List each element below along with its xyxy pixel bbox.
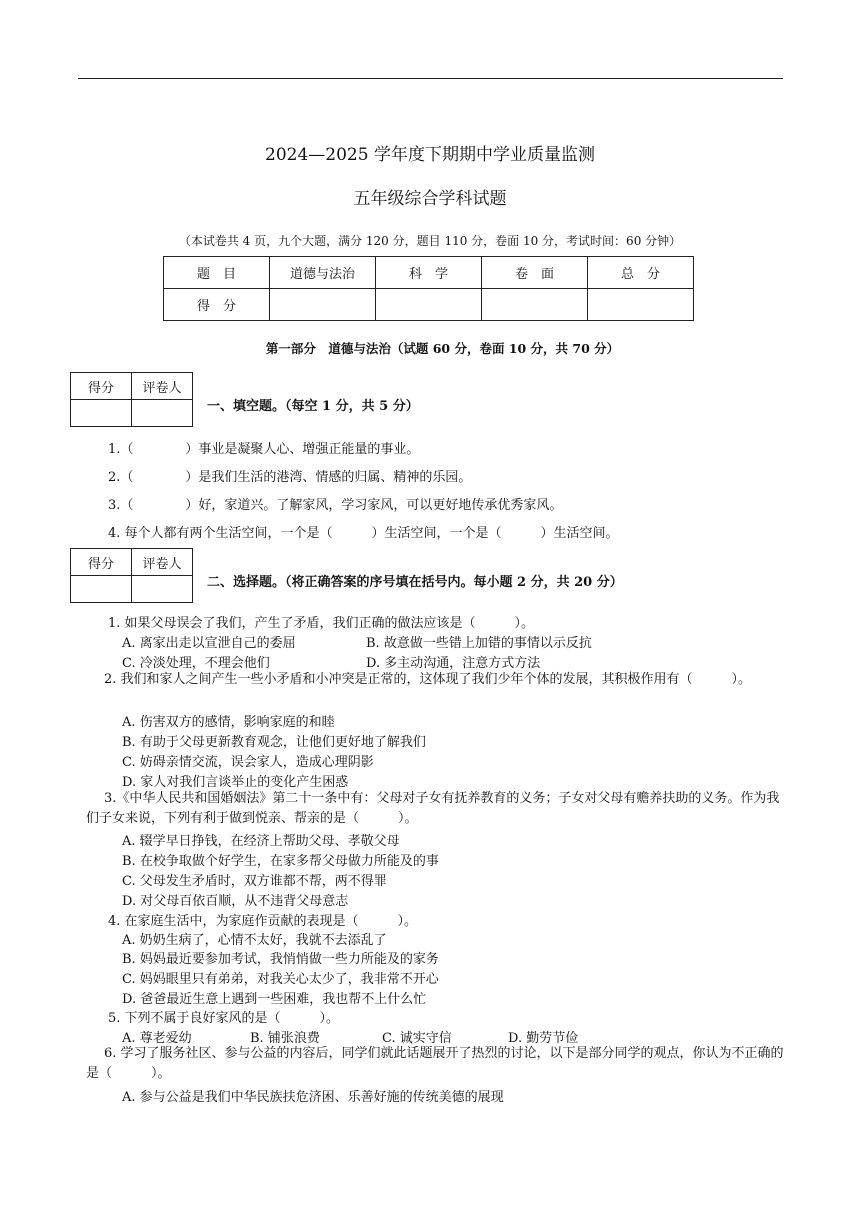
grader-box xyxy=(70,372,193,427)
fill-item: 4. 每个人都有两个生活空间，一个是（ ）生活空间，一个是（ ）生活空间。 xyxy=(108,526,619,541)
question-stem: 2. 我们和家人之间产生一些小矛盾和小冲突是正常的，这体现了我们少年个体的发展，其积极作用有（ ）。 xyxy=(104,672,752,687)
option: D. 爸爸最近生意上遇到一些困难，我也帮不上什么忙 xyxy=(122,992,427,1007)
option: C. 诚实守信 xyxy=(382,1031,452,1046)
fill-item: 2.（ ）是我们生活的港湾、情感的归属、精神的乐园。 xyxy=(108,470,472,485)
option: C. 冷淡处理，不理会他们 xyxy=(122,656,270,671)
question-stem: 6. 学习了服务社区、参与公益的内容后，同学们就此话题展开了热烈的讨论，以下是部分同学的观点，你认为不正确的是（ ）。 xyxy=(86,1046,784,1081)
option: D. 家人对我们言谈举止的变化产生困惑 xyxy=(122,775,349,790)
score-table-cell: 卷 面 xyxy=(482,257,588,289)
option: D. 多主动沟通，注意方式方法 xyxy=(366,656,541,671)
score-table-cell: 得 分 xyxy=(164,289,270,321)
fill-item: 1.（ ）事业是凝聚人心、增强正能量的事业。 xyxy=(108,442,420,457)
question-stem: 1. 如果父母误会了我们，产生了矛盾，我们正确的做法应该是（ ）。 xyxy=(108,616,535,631)
option: D. 对父母百依百顺，从不违背父母意志 xyxy=(122,894,349,909)
exam-title: 2024—2025 学年度下期期中学业质量监测 xyxy=(265,145,595,165)
score-table-cell: 道德与法治 xyxy=(270,257,376,289)
score-table-cell: 科 学 xyxy=(376,257,482,289)
score-table-cell: 题 目 xyxy=(164,257,270,289)
part1-heading: 第一部分 道德与法治（试题 60 分，卷面 10 分，共 70 分） xyxy=(265,341,620,356)
option: A. 参与公益是我们中华民族扶危济困、乐善好施的传统美德的展现 xyxy=(122,1090,504,1105)
score-table-cell-empty[interactable] xyxy=(588,289,694,321)
grader-cell[interactable] xyxy=(132,576,193,603)
grader-label: 评卷人 xyxy=(132,373,193,400)
score-cell[interactable] xyxy=(71,576,132,603)
option: A. 奶奶生病了，心情不太好，我就不去添乱了 xyxy=(122,933,387,948)
score-cell[interactable] xyxy=(71,400,132,427)
score-label: 得分 xyxy=(71,373,132,400)
score-table-header-row xyxy=(164,257,694,289)
grader-cell[interactable] xyxy=(132,400,193,427)
header-rule xyxy=(78,78,783,79)
option: A. 辍学早日挣钱，在经济上帮助父母、孝敬父母 xyxy=(122,834,400,849)
option: C. 父母发生矛盾时，双方谁都不帮，两不得罪 xyxy=(122,874,387,889)
grader-label: 评卷人 xyxy=(132,549,193,576)
score-label: 得分 xyxy=(71,549,132,576)
grader-box xyxy=(70,548,193,603)
question-stem: 5. 下列不属于良好家风的是（ ）。 xyxy=(108,1011,340,1026)
option: B. 妈妈最近要参加考试，我悄悄做一些力所能及的家务 xyxy=(122,952,439,967)
score-table-cell: 总 分 xyxy=(588,257,694,289)
option: B. 故意做一些错上加错的事情以示反抗 xyxy=(366,636,592,651)
option: B. 在校争取做个好学生，在家多帮父母做力所能及的事 xyxy=(122,854,439,869)
fill-item: 3.（ ）好，家道兴。了解家风，学习家风，可以更好地传承优秀家风。 xyxy=(108,498,563,513)
option: C. 妨碍亲情交流，误会家人，造成心理阴影 xyxy=(122,755,374,770)
option: B. 有助于父母更新教育观念，让他们更好地了解我们 xyxy=(122,735,426,750)
score-table-cell-empty[interactable] xyxy=(482,289,588,321)
exam-note: （本试卷共 4 页，九个大题，满分 120 分，题目 110 分，卷面 10 分，考试时间：60 分钟） xyxy=(178,234,682,248)
option: D. 勤劳节俭 xyxy=(508,1031,579,1046)
section1-heading: 一、填空题。（每空 1 分，共 5 分） xyxy=(207,399,419,414)
score-table xyxy=(163,256,694,321)
option: A. 离家出走以宣泄自己的委屈 xyxy=(122,636,296,651)
exam-subtitle: 五年级综合学科试题 xyxy=(353,189,507,209)
section2-heading: 二、选择题。（将正确答案的序号填在括号内。每小题 2 分，共 20 分） xyxy=(207,575,623,590)
option: C. 妈妈眼里只有弟弟，对我关心太少了，我非常不开心 xyxy=(122,972,439,987)
option: A. 伤害双方的感情，影响家庭的和睦 xyxy=(122,715,335,730)
option: A. 尊老爱幼 xyxy=(122,1031,192,1046)
question-stem: 3.《中华人民共和国婚姻法》第二十一条中有：父母对子女有抚养教育的义务；子女对父母有赡养扶助的义务。作为我们子女来说，下列有利于做到悦亲、帮亲的是（ ）。 xyxy=(86,791,780,826)
score-table-cell-empty[interactable] xyxy=(270,289,376,321)
score-table-cell-empty[interactable] xyxy=(376,289,482,321)
score-table-score-row xyxy=(164,289,694,321)
option: B. 铺张浪费 xyxy=(250,1031,320,1046)
question-stem: 4. 在家庭生活中，为家庭作贡献的表现是（ ）。 xyxy=(108,914,418,929)
